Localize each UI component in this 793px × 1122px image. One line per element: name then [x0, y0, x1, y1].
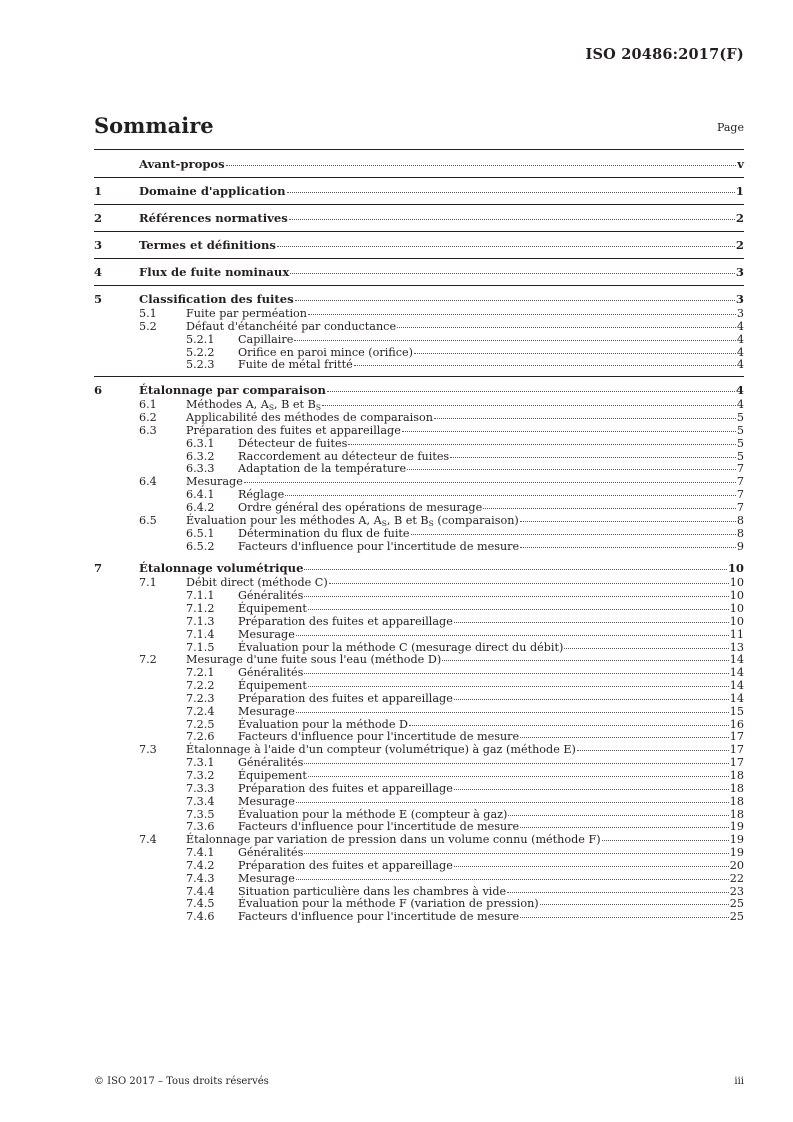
dot-leader	[454, 789, 729, 790]
dot-leader	[411, 534, 736, 535]
toc-entry-title: Réglage	[238, 488, 285, 502]
toc-entry[interactable]	[94, 770, 744, 783]
section-divider	[94, 231, 744, 232]
toc-entry-number: 7.4.6	[186, 910, 215, 924]
toc-entry-page: 3	[735, 265, 744, 279]
standard-reference: ISO 20486:2017(F)	[585, 46, 744, 63]
toc-entry-page: 17	[729, 730, 744, 744]
toc-entry-title: Mesurage	[238, 794, 295, 808]
toc-entry-number: 2	[94, 211, 103, 225]
dot-leader	[290, 273, 735, 274]
toc-entry-title: Applicabilité des méthodes de comparaison	[186, 411, 433, 425]
dot-leader	[564, 648, 728, 649]
toc-entry-page: 3	[736, 307, 744, 320]
toc-entry[interactable]	[94, 541, 744, 554]
toc-entry-number: 7.4.5	[186, 897, 215, 911]
dot-leader	[454, 866, 729, 867]
toc-entry-page: 8	[736, 513, 744, 527]
toc-entry-title: Préparation des fuites et appareillage	[238, 691, 453, 705]
toc-entry[interactable]	[94, 873, 744, 886]
toc-entry-title: Orifice en paroi mince (orifice)	[238, 345, 414, 359]
toc-entry-title: Équipement	[238, 769, 307, 782]
toc-entry-number: 5.2	[139, 319, 157, 333]
dot-leader	[507, 892, 729, 893]
toc-entry-page: 5	[736, 449, 744, 463]
dot-leader	[296, 879, 729, 880]
toc-entry-page: 20	[729, 858, 744, 872]
toc-entry-page: 5	[736, 411, 744, 425]
dot-leader	[277, 246, 735, 247]
toc-entry-title: Étalonnage à l'aide d'un compteur (volumétrique) à gaz (méthode E)	[186, 743, 576, 757]
toc-entry[interactable]	[94, 264, 744, 281]
toc-entry-number: 7.2.1	[186, 666, 215, 680]
toc-entry-number: 7	[94, 561, 103, 576]
toc-entry-number: 5.2.1	[186, 332, 215, 346]
dot-leader	[304, 596, 728, 597]
toc-entry-number: 7.3.5	[186, 807, 215, 821]
toc-entry-page: 7	[736, 462, 744, 476]
dot-leader	[402, 431, 736, 432]
dot-leader	[602, 840, 729, 841]
toc-entry[interactable]	[94, 528, 744, 541]
toc-entry-page: 4	[736, 332, 744, 346]
toc-entry-number: 6.3.2	[186, 449, 215, 463]
toc-entry-number: 6.2	[139, 411, 157, 425]
toc-entry-title: Détecteur de fuites	[238, 436, 348, 450]
toc-entry-page: 25	[729, 897, 744, 911]
dot-leader	[520, 917, 729, 918]
toc-entry-number: 5	[94, 292, 103, 306]
toc-entry-number: 6.1	[139, 398, 157, 412]
toc-entry-page: 19	[729, 820, 744, 834]
dot-leader	[226, 165, 737, 166]
dot-leader	[450, 457, 736, 458]
dot-leader	[329, 583, 729, 584]
toc-entry-number: 7.3.6	[186, 820, 215, 834]
toc-entry-page: 10	[729, 589, 744, 603]
toc-entry-page: 15	[729, 704, 744, 718]
dot-leader	[308, 609, 729, 610]
toc-entry-number: 3	[94, 238, 103, 252]
toc-entry-page: 10	[729, 576, 744, 590]
toc-entry-number: 7.4.2	[186, 858, 215, 872]
toc-entry[interactable]	[94, 847, 744, 860]
toc-entry-page: 19	[729, 846, 744, 860]
toc-entry[interactable]	[94, 796, 744, 809]
page-column-label: Page	[716, 121, 744, 134]
toc-entry-title: Adaptation de la température	[238, 462, 407, 476]
toc-entry-number: 6.4.1	[186, 488, 215, 502]
toc-entry[interactable]	[94, 438, 744, 451]
toc-entry-number: 7.2.4	[186, 704, 215, 718]
dot-leader	[414, 353, 736, 354]
toc-entry-title: Facteurs d'influence pour l'incertitude de mesure	[238, 730, 520, 744]
top-divider	[94, 149, 744, 150]
toc-entry-title: Évaluation pour les méthodes A, $A_S$, B et $B_S$ (comparaison)	[186, 513, 519, 528]
toc-entry-number: 7.4.3	[186, 871, 215, 885]
toc-entry-page: 3	[735, 292, 744, 306]
toc-entry-number: 4	[94, 265, 103, 279]
toc-entry-title: Mesurage	[238, 871, 295, 885]
toc-entry-number: 6.5.1	[186, 526, 215, 540]
section-divider	[94, 258, 744, 259]
toc-entry-title: Raccordement au détecteur de fuites	[238, 449, 450, 463]
toc-entry-number: 7.4	[139, 833, 157, 847]
dot-leader	[308, 776, 729, 777]
toc-entry-page: 9	[736, 539, 744, 553]
toc-entry-number: 7.3.4	[186, 794, 215, 808]
dot-leader	[308, 314, 736, 315]
toc-entry-page: 19	[729, 833, 744, 847]
toc-entry-number: 6.4.2	[186, 500, 215, 514]
section-divider	[94, 177, 744, 178]
toc-entry-number: 6.3	[139, 423, 157, 437]
toc-entry-page: 11	[729, 627, 744, 641]
toc-entry-title: Mesurage d'une fuite sous l'eau (méthode D)	[186, 653, 442, 667]
toc-entry-page: 2	[735, 211, 744, 225]
dot-leader	[295, 300, 735, 301]
toc-entry-number: 6.3.1	[186, 436, 215, 450]
dot-leader	[304, 853, 728, 854]
toc-entry-page: 10	[729, 614, 744, 628]
table-of-contents	[94, 156, 744, 924]
toc-entry-number: 5.1	[139, 307, 157, 320]
toc-entry-title: Évaluation pour la méthode D	[238, 717, 408, 731]
dot-leader	[354, 365, 736, 366]
dot-leader	[322, 405, 736, 406]
dot-leader	[520, 737, 729, 738]
toc-entry[interactable]	[94, 911, 744, 924]
dot-leader	[289, 219, 735, 220]
dot-leader	[285, 495, 736, 496]
toc-entry-title: Préparation des fuites et appareillage	[238, 614, 453, 628]
dot-leader	[577, 750, 729, 751]
toc-entry-page: 7	[736, 500, 744, 514]
dot-leader	[294, 340, 736, 341]
dot-leader	[483, 508, 736, 509]
dot-leader	[442, 660, 729, 661]
toc-entry-title: Étalonnage volumétrique	[139, 561, 304, 576]
toc-entry-title: Termes et définitions	[139, 238, 276, 252]
dot-leader	[540, 904, 729, 905]
dot-leader	[296, 635, 729, 636]
toc-entry[interactable]	[94, 210, 744, 227]
toc-entry-page: 18	[729, 781, 744, 795]
toc-entry-title: Généralités	[238, 666, 304, 680]
toc-entry-number: 7.1	[139, 576, 157, 590]
toc-entry-number: 7.1.4	[186, 627, 215, 641]
toc-entry-page: 13	[729, 640, 744, 654]
dot-leader	[454, 699, 729, 700]
toc-entry-title: Mesurage	[238, 704, 295, 718]
toc-entry[interactable]	[94, 412, 744, 425]
toc-entry-title: Méthodes A, $A_S$, B et $B_S$	[186, 398, 321, 413]
toc-entry-title: Généralités	[238, 846, 304, 860]
section-divider	[94, 376, 744, 377]
toc-entry[interactable]	[94, 382, 744, 399]
toc-entry-title: Étalonnage par variation de pression dans un volume connu (méthode F)	[186, 833, 601, 847]
toc-entry-page: 17	[729, 743, 744, 757]
toc-entry-title: Préparation des fuites et appareillage	[186, 423, 401, 437]
toc-entry-page: 7	[736, 488, 744, 502]
toc-entry[interactable]	[94, 560, 744, 577]
toc-entry[interactable]	[94, 616, 744, 629]
toc-entry-page: v	[737, 157, 744, 171]
toc-entry-title: Classification des fuites	[139, 292, 294, 306]
dot-leader	[454, 622, 729, 623]
section-divider	[94, 204, 744, 205]
dot-leader	[520, 521, 736, 522]
dot-leader	[287, 192, 735, 193]
toc-entry[interactable]	[94, 183, 744, 200]
dot-leader	[304, 673, 728, 674]
toc-entry-page: 4	[736, 398, 744, 412]
toc-entry-title: Généralités	[238, 589, 304, 603]
dot-leader	[434, 418, 736, 419]
toc-entry-title: Mesurage	[238, 627, 295, 641]
toc-entry-number: 7.2.2	[186, 679, 215, 693]
toc-entry-page: 4	[736, 319, 744, 333]
toc-entry-number: 1	[94, 184, 103, 198]
toc-entry-page: 14	[729, 691, 744, 705]
toc-entry-title: Préparation des fuites et appareillage	[238, 858, 453, 872]
dot-leader	[327, 391, 735, 392]
toc-entry-title: Étalonnage par comparaison	[139, 383, 326, 398]
toc-entry[interactable]	[94, 706, 744, 719]
toc-entry[interactable]	[94, 515, 744, 528]
toc-entry-title: Débit direct (méthode C)	[186, 576, 328, 590]
dot-leader	[409, 725, 729, 726]
toc-entry-page: 1	[735, 184, 744, 198]
copyright-notice: © ISO 2017 – Tous droits réservés	[94, 1076, 269, 1087]
toc-entry-title: Évaluation pour la méthode E (compteur à gaz)	[238, 807, 508, 821]
toc-entry-title: Avant-propos	[139, 157, 225, 171]
toc-entry-number: 6.3.3	[186, 462, 215, 476]
toc-entry[interactable]	[94, 502, 744, 515]
toc-entry-page: 5	[736, 436, 744, 450]
dot-leader	[296, 802, 729, 803]
toc-entry-page: 4	[736, 358, 744, 372]
toc-entry-title: Équipement	[238, 679, 307, 693]
page-number: iii	[734, 1076, 744, 1087]
toc-entry-page: 4	[735, 383, 744, 398]
toc-entry-page: 8	[736, 526, 744, 540]
toc-entry[interactable]	[94, 237, 744, 254]
toc-entry-title: Évaluation pour la méthode C (mesurage direct du débit)	[238, 640, 564, 654]
dot-leader	[296, 712, 729, 713]
toc-entry-title: Fuite de métal fritté	[238, 358, 353, 372]
toc-entry-title: Flux de fuite nominaux	[139, 265, 290, 279]
toc-entry-page: 14	[729, 679, 744, 693]
toc-entry-page: 7	[736, 475, 744, 489]
toc-entry-page: 4	[736, 345, 744, 359]
toc-entry-number: 7.3	[139, 743, 157, 757]
toc-entry-page: 25	[729, 910, 744, 924]
toc-entry-page: 17	[729, 756, 744, 770]
toc-entry-number: 5.2.2	[186, 345, 215, 359]
toc-entry-number: 7.1.1	[186, 589, 215, 603]
toc-entry-number: 6.5.2	[186, 539, 215, 553]
dot-leader	[244, 482, 736, 483]
toc-entry-title: Références normatives	[139, 211, 288, 225]
toc-entry-title: Situation particulière dans les chambres à vide	[238, 884, 507, 898]
toc-entry[interactable]	[94, 359, 744, 372]
toc-entry-page: 14	[729, 666, 744, 680]
toc-entry[interactable]	[94, 156, 744, 173]
toc-entry-number: 7.2.5	[186, 717, 215, 731]
toc-entry-title: Défaut d'étanchéité par conductance	[186, 319, 397, 333]
toc-entry[interactable]	[94, 308, 744, 321]
dot-leader	[348, 444, 736, 445]
section-divider	[94, 285, 744, 286]
dot-leader	[520, 547, 736, 548]
section-gap	[94, 553, 744, 560]
toc-entry-number: 7.1.2	[186, 602, 215, 616]
dot-leader	[520, 827, 729, 828]
toc-entry-title: Facteurs d'influence pour l'incertitude de mesure	[238, 820, 520, 834]
toc-entry-number: 7.2.3	[186, 691, 215, 705]
toc-entry-title: Généralités	[238, 756, 304, 770]
toc-entry-title: Évaluation pour la méthode F (variation de pression)	[238, 897, 539, 911]
toc-entry-number: 5.2.3	[186, 358, 215, 372]
toc-entry-page: 10	[727, 561, 744, 576]
toc-entry[interactable]	[94, 680, 744, 693]
toc-entry[interactable]	[94, 693, 744, 706]
dot-leader	[407, 469, 736, 470]
toc-entry-number: 7.2.6	[186, 730, 215, 744]
toc-entry-page: 23	[729, 884, 744, 898]
toc-entry-number: 7.4.1	[186, 846, 215, 860]
toc-entry-number: 7.3.2	[186, 769, 215, 782]
toc-entry-page: 2	[735, 238, 744, 252]
toc-entry-title: Facteurs d'influence pour l'incertitude de mesure	[238, 910, 520, 924]
toc-entry-number: 7.3.3	[186, 781, 215, 795]
toc-entry-page: 18	[729, 807, 744, 821]
toc-entry-title: Capillaire	[238, 332, 294, 346]
toc-entry-title: Équipement	[238, 602, 307, 616]
dot-leader	[397, 327, 736, 328]
dot-leader	[304, 763, 728, 764]
toc-entry-title: Facteurs d'influence pour l'incertitude de mesure	[238, 539, 520, 553]
toc-entry[interactable]	[94, 603, 744, 616]
toc-entry[interactable]	[94, 321, 744, 334]
toc-entry-page: 16	[729, 717, 744, 731]
toc-entry-number: 7.1.3	[186, 614, 215, 628]
toc-entry-number: 7.2	[139, 653, 157, 667]
toc-entry-title: Préparation des fuites et appareillage	[238, 781, 453, 795]
toc-entry-page: 5	[736, 423, 744, 437]
toc-entry-number: 6.5	[139, 513, 157, 527]
toc-entry-title: Mesurage	[186, 475, 243, 489]
toc-entry-page: 10	[729, 602, 744, 616]
toc-entry-number: 7.1.5	[186, 640, 215, 654]
toc-entry-number: 6	[94, 383, 103, 398]
toc-entry[interactable]	[94, 783, 744, 796]
toc-entry-title: Ordre général des opérations de mesurage	[238, 500, 483, 514]
toc-entry-page: 22	[729, 871, 744, 885]
toc-entry[interactable]	[94, 425, 744, 438]
toc-entry-number: 7.3.1	[186, 756, 215, 770]
toc-entry-number: 6.4	[139, 475, 157, 489]
toc-entry[interactable]	[94, 291, 744, 308]
dot-leader	[304, 569, 726, 570]
toc-entry-page: 14	[729, 653, 744, 667]
toc-entry[interactable]	[94, 629, 744, 642]
toc-entry-title: Domaine d'application	[139, 184, 286, 198]
toc-entry-number: 7.4.4	[186, 884, 215, 898]
toc-entry-title: Détermination du flux de fuite	[238, 526, 410, 540]
page-title: Sommaire	[94, 113, 214, 138]
dot-leader	[308, 686, 729, 687]
toc-entry[interactable]	[94, 860, 744, 873]
dot-leader	[508, 815, 728, 816]
toc-entry-page: 18	[729, 769, 744, 782]
toc-entry[interactable]	[94, 334, 744, 347]
toc-entry-page: 18	[729, 794, 744, 808]
toc-entry-title: Fuite par perméation	[186, 307, 307, 320]
